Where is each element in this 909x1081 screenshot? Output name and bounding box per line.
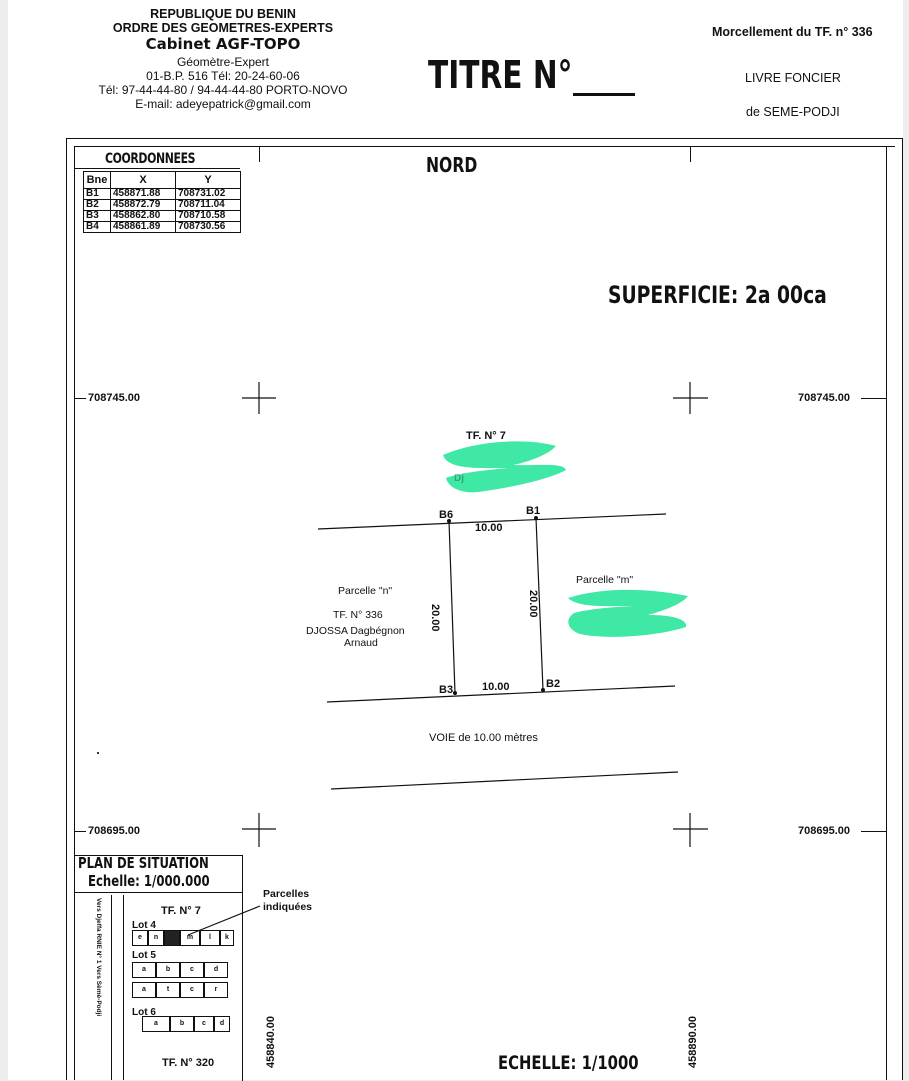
table-cell: 458872.79 bbox=[111, 200, 176, 211]
coords-header: X bbox=[111, 172, 176, 189]
situation-scale: Echelle: 1/000.000 bbox=[88, 872, 210, 890]
situation-street-line bbox=[111, 895, 112, 1080]
grid-y-top-right: 708745.00 bbox=[798, 392, 850, 404]
table-cell: 458862.80 bbox=[111, 211, 176, 222]
lot-grid-row bbox=[132, 930, 234, 946]
parcel-right-line1: Parcelle "m" bbox=[576, 574, 634, 586]
dimension-bottom: 10.00 bbox=[482, 681, 510, 693]
grid-cross bbox=[242, 382, 276, 414]
livre-foncier-label: LIVRE FONCIER bbox=[745, 71, 841, 85]
tf-north-label: TF. N° 7 bbox=[466, 430, 506, 442]
lot-cell: c bbox=[180, 982, 204, 998]
table-cell: B3 bbox=[84, 211, 111, 222]
coords-header: Bne bbox=[84, 172, 111, 189]
lot-cell: a bbox=[132, 982, 156, 998]
table-cell: 708731.02 bbox=[176, 189, 241, 200]
lot-cell: k bbox=[220, 930, 234, 946]
boundary-marker bbox=[541, 688, 545, 692]
marker-label-b6: B6 bbox=[439, 509, 454, 521]
coords-header: Y bbox=[176, 172, 241, 189]
lot-cell: t bbox=[156, 982, 180, 998]
lot-cell: r bbox=[204, 982, 228, 998]
dimension-left: 20.00 bbox=[429, 604, 441, 632]
situation-tf-top: TF. N° 7 bbox=[161, 905, 201, 917]
table-cell: 708711.04 bbox=[176, 200, 241, 211]
parcel-left-line3: DJOSSA Dagbégnon bbox=[306, 625, 405, 637]
grid-cross bbox=[673, 382, 708, 414]
table-cell: 708710.58 bbox=[176, 211, 241, 222]
situation-rule bbox=[74, 892, 242, 893]
table-cell: B4 bbox=[84, 222, 111, 233]
area-label: SUPERFICIE: 2a 00ca bbox=[608, 281, 827, 309]
lot-grid-row bbox=[132, 962, 228, 978]
parcel-left-line4: Arnaud bbox=[344, 637, 378, 649]
boundary-marker bbox=[453, 691, 457, 695]
survey-sheet bbox=[8, 0, 903, 1080]
parcel-left-line2: TF. N° 336 bbox=[333, 609, 383, 621]
lot-cell: c bbox=[180, 962, 204, 978]
marker-label-b2: B2 bbox=[546, 678, 561, 690]
header-line3: Cabinet AGF-TOPO bbox=[145, 35, 301, 53]
header-line6: Tél: 97-44-44-80 / 94-44-44-80 PORTO-NOVO bbox=[98, 83, 348, 97]
title-number: TITRE N° bbox=[428, 53, 573, 97]
stray-mark bbox=[97, 752, 99, 754]
road-line-bottom bbox=[331, 772, 678, 789]
lot-cell: b bbox=[156, 962, 180, 978]
grid-y-bottom-left: 708695.00 bbox=[88, 825, 140, 837]
road-label: VOIE de 10.00 mètres bbox=[429, 732, 538, 744]
lot6-label: Lot 6 bbox=[132, 1007, 156, 1018]
lot-cell: d bbox=[214, 1016, 230, 1032]
lot-cell: e bbox=[132, 930, 148, 946]
marker-label-b1: B1 bbox=[526, 505, 541, 517]
grid-y-top-left: 708745.00 bbox=[88, 392, 140, 404]
table-cell: 708730.56 bbox=[176, 222, 241, 233]
situation-tf-bottom: TF. N° 320 bbox=[162, 1057, 215, 1069]
header-line7: E-mail: adeyepatrick@gmail.com bbox=[135, 97, 311, 111]
seme-podji-label: de SEME-PODJI bbox=[746, 105, 840, 119]
indicated-label-2: indiquées bbox=[263, 901, 313, 913]
grid-cross bbox=[673, 813, 708, 847]
dimension-top: 10.00 bbox=[475, 522, 503, 534]
scale-label: ECHELLE: 1/1000 bbox=[498, 1052, 639, 1074]
grid-cross bbox=[242, 813, 276, 847]
lot-grid-row bbox=[142, 1016, 230, 1032]
grid-y-bottom-right: 708695.00 bbox=[798, 825, 850, 837]
header-line2: ORDRE DES GEOMETRES-EXPERTS bbox=[112, 21, 334, 35]
table-cell: 458861.89 bbox=[111, 222, 176, 233]
indicated-label-1: Parcelles bbox=[263, 888, 310, 900]
lot-cell: n bbox=[148, 930, 164, 946]
north-label: NORD bbox=[426, 153, 478, 177]
lot-cell: d bbox=[204, 962, 228, 978]
lot-cell: c bbox=[194, 1016, 214, 1032]
redaction-scribble bbox=[443, 441, 566, 492]
lot-cell: l bbox=[200, 930, 220, 946]
parcel-side-left bbox=[449, 521, 455, 693]
redaction-scribble bbox=[568, 590, 688, 637]
lot-cell: m bbox=[180, 930, 200, 946]
parcel-left-line1: Parcelle "n" bbox=[338, 585, 393, 597]
situation-street-label: Vers Djeffa RNIE N° 1 Vers Sèmè-Podji bbox=[95, 898, 102, 1017]
lot-cell-highlighted bbox=[164, 930, 180, 946]
lot-cell: a bbox=[142, 1016, 170, 1032]
coords-title: COORDONNEES bbox=[105, 151, 196, 167]
lot4-label: Lot 4 bbox=[132, 920, 156, 931]
situation-title: PLAN DE SITUATION bbox=[78, 854, 209, 872]
grid-x-left: 458840.00 bbox=[265, 1016, 277, 1068]
lot5-label: Lot 5 bbox=[132, 950, 156, 961]
table-cell: B1 bbox=[84, 189, 111, 200]
table-cell: B2 bbox=[84, 200, 111, 211]
header-line5: 01-B.P. 516 Tél: 20-24-60-06 bbox=[146, 69, 300, 83]
morcellement-label: Morcellement du TF. n° 336 bbox=[712, 25, 873, 39]
tf-north-sub: Dj bbox=[454, 473, 464, 484]
table-cell: 458871.88 bbox=[111, 189, 176, 200]
situation-street-line bbox=[123, 895, 124, 1080]
lot-cell: a bbox=[132, 962, 156, 978]
marker-label-b3: B3 bbox=[439, 684, 454, 696]
dimension-right: 20.00 bbox=[527, 590, 539, 618]
header-line1: REPUBLIQUE DU BENIN bbox=[150, 7, 296, 21]
lot-cell: b bbox=[170, 1016, 194, 1032]
header-line4: Géomètre-Expert bbox=[176, 55, 270, 69]
grid-x-right: 458890.00 bbox=[687, 1016, 699, 1068]
lot-grid-row bbox=[132, 982, 228, 998]
